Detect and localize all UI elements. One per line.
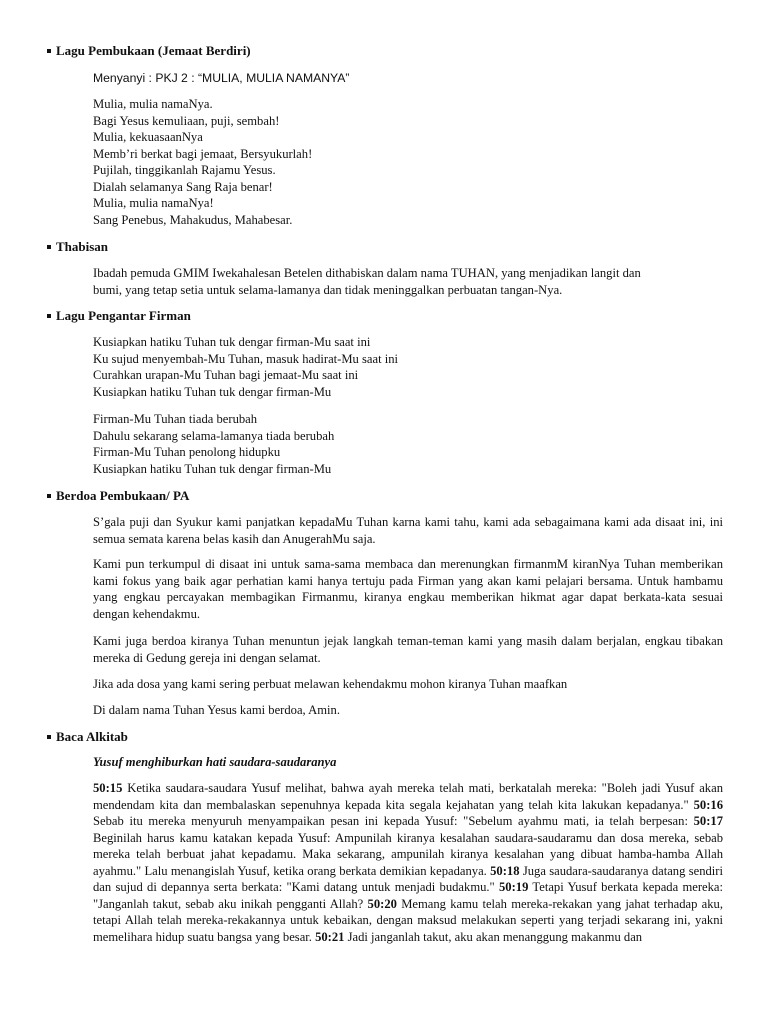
song-reference: Menyanyi : PKJ 2 : “MULIA, MULIA NAMANYA” (93, 71, 350, 85)
verse-number: 50:20 (367, 896, 397, 911)
bible-reading-text (93, 780, 723, 945)
lyric-line: Mulia, kekuasaanNya (93, 130, 203, 144)
text-line: bumi, yang tetap setia untuk selama-lamanya dan tidak meninggalkan perbuatan tangan-Nya. (93, 282, 563, 297)
verse-text: Juga saudara-saudaranya datang sendiri dan sujud di depannya serta berkata: "Kami datang untuk menjadi budakmu." (93, 863, 723, 894)
lyric-line: Pujilah, tinggikanlah Rajamu Yesus. (93, 163, 276, 177)
verse-number: 50:15 (93, 781, 123, 795)
reading-subtitle: Yusuf menghiburkan hati saudara-saudaranya (93, 755, 337, 769)
opening-lyrics (93, 96, 723, 228)
verse-number: 50:18 (490, 863, 520, 878)
prayer-paragraph-3: Kami juga berdoa kiranya Tuhan menuntun jejak langkah teman-teman kami yang masih dalam berjalan, engkau tibakan mereka di Gedung gereja ini dengan selamat. (93, 634, 723, 665)
section-heading-prayer: Berdoa Pembukaan/ PA (47, 488, 189, 505)
bullet-icon (47, 735, 51, 739)
intro-song-stanza-1 (93, 334, 723, 400)
verse-number: 50:19 (498, 880, 529, 894)
lyric-line: Kusiapkan hatiku Tuhan tuk dengar firman-Mu saat ini (93, 335, 371, 349)
lyric-line: Memb’ri berkat bagi jemaat, Bersyukurlah! (93, 146, 313, 161)
verse-number: 50:17 (693, 814, 723, 828)
text-line: Ibadah pemuda GMIM Iwekahalesan Betelen dithabiskan dalam nama TUHAN, yang menjadikan langit dan (93, 266, 641, 280)
verse-text: Beginilah harus kamu katakan kepada Yusuf: Ampunilah kiranya kesalahan saudara-saudaramu dan dosa mereka, sebab mereka telah berbuat jahat kepadamu. Maka sekarang, ampunilah kiranya kesalahan yang dibuat hamba-hamba Allah ayahmu." Lalu menangislah Yusuf, ketika orang berkata demikian kepadanya. (93, 830, 723, 878)
thabisan-text (93, 265, 723, 298)
prayer-paragraph-2: Kami pun terkumpul di disaat ini untuk sama-sama membaca dan merenungkan firmanmM kiranNya Tuhan memberikan kami fokus yang baik agar perhatian kami hanya tertuju pada Firman yang akan kami pelajari bersama. Untuk hambamu yang engkau percayakan membagikan Firmanmu, kiranya engkau memberikan hikmat agar dapat berkata-kata sesuai dengan kehendakmu. (93, 557, 723, 621)
verse-number: 50:21 (315, 929, 345, 944)
lyric-line: Bagi Yesus kemuliaan, puji, sembah! (93, 113, 280, 128)
lyric-line: Kusiapkan hatiku Tuhan tuk dengar firman-Mu (93, 461, 332, 476)
lyric-line: Sang Penebus, Mahakudus, Mahabesar. (93, 212, 293, 227)
prayer-paragraph-1: S’gala puji dan Syukur kami panjatkan kepadaMu Tuhan karna kami tahu, kami ada sebagaimana kami ada disaat ini, ini semua semata karena belas kasih dan AnugerahMu saja. (93, 515, 723, 546)
bullet-icon (47, 49, 51, 53)
verse-text: Memang kamu telah mereka-rekakan yang jahat terhadap aku, tetapi Allah telah mereka-rekakannya untuk kebaikan, dengan maksud melakukan seperti yang terjadi sekarang ini, yakni memelihara hidup suatu bangsa yang besar. (93, 896, 723, 944)
section-heading-opening: Lagu Pembukaan (Jemaat Berdiri) (47, 43, 251, 60)
section-heading-reading: Baca Alkitab (47, 729, 128, 746)
verse-paragraph (93, 780, 723, 945)
verse-text: Sebab itu mereka menyuruh menyampaikan pesan ini kepada Yusuf: "Sebelum ayahmu mati, ia telah berpesan: (93, 814, 694, 828)
lyric-line: Kusiapkan hatiku Tuhan tuk dengar firman-Mu (93, 384, 332, 399)
lyric-line: Dahulu sekarang selama-lamanya tiada berubah (93, 428, 335, 443)
intro-song-stanza-2 (93, 411, 723, 477)
lyric-line: Curahkan urapan-Mu Tuhan bagi jemaat-Mu saat ini (93, 368, 359, 382)
verse-text: Ketika saudara-saudara Yusuf melihat, bahwa ayah mereka telah mati, berkatalah mereka: "Boleh jadi Yusuf akan mendendam kita dan membalaskan sepenuhnya kepada kita segala kejahatan yang telah kita lakukan kepadanya." (93, 781, 723, 812)
prayer-paragraph-5: Di dalam nama Tuhan Yesus kami berdoa, Amin. (93, 703, 340, 717)
prayer-paragraph-4: Jika ada dosa yang kami sering perbuat melawan kehendakmu mohon kiranya Tuhan maafkan (93, 677, 568, 691)
verse-number: 50:16 (693, 797, 723, 812)
section-heading-thabisan: Thabisan (47, 239, 108, 256)
lyric-line: Ku sujud menyembah-Mu Tuhan, masuk hadirat-Mu saat ini (93, 351, 399, 366)
bullet-icon (47, 245, 51, 249)
section-heading-intro-song: Lagu Pengantar Firman (47, 308, 191, 325)
bullet-icon (47, 494, 51, 498)
verse-text: Jadi janganlah takut, aku akan menanggung makanmu dan (344, 929, 643, 944)
lyric-line: Mulia, mulia namaNya! (93, 196, 214, 210)
verse-text: Tetapi Yusuf berkata kepada mereka: "Janganlah takut, sebab aku inikah pengganti Allah? (93, 880, 723, 911)
lyric-line: Firman-Mu Tuhan tiada berubah (93, 412, 258, 426)
lyric-line: Firman-Mu Tuhan penolong hidupku (93, 445, 281, 459)
lyric-line: Dialah selamanya Sang Raja benar! (93, 179, 273, 194)
lyric-line: Mulia, mulia namaNya. (93, 97, 213, 111)
bullet-icon (47, 314, 51, 318)
